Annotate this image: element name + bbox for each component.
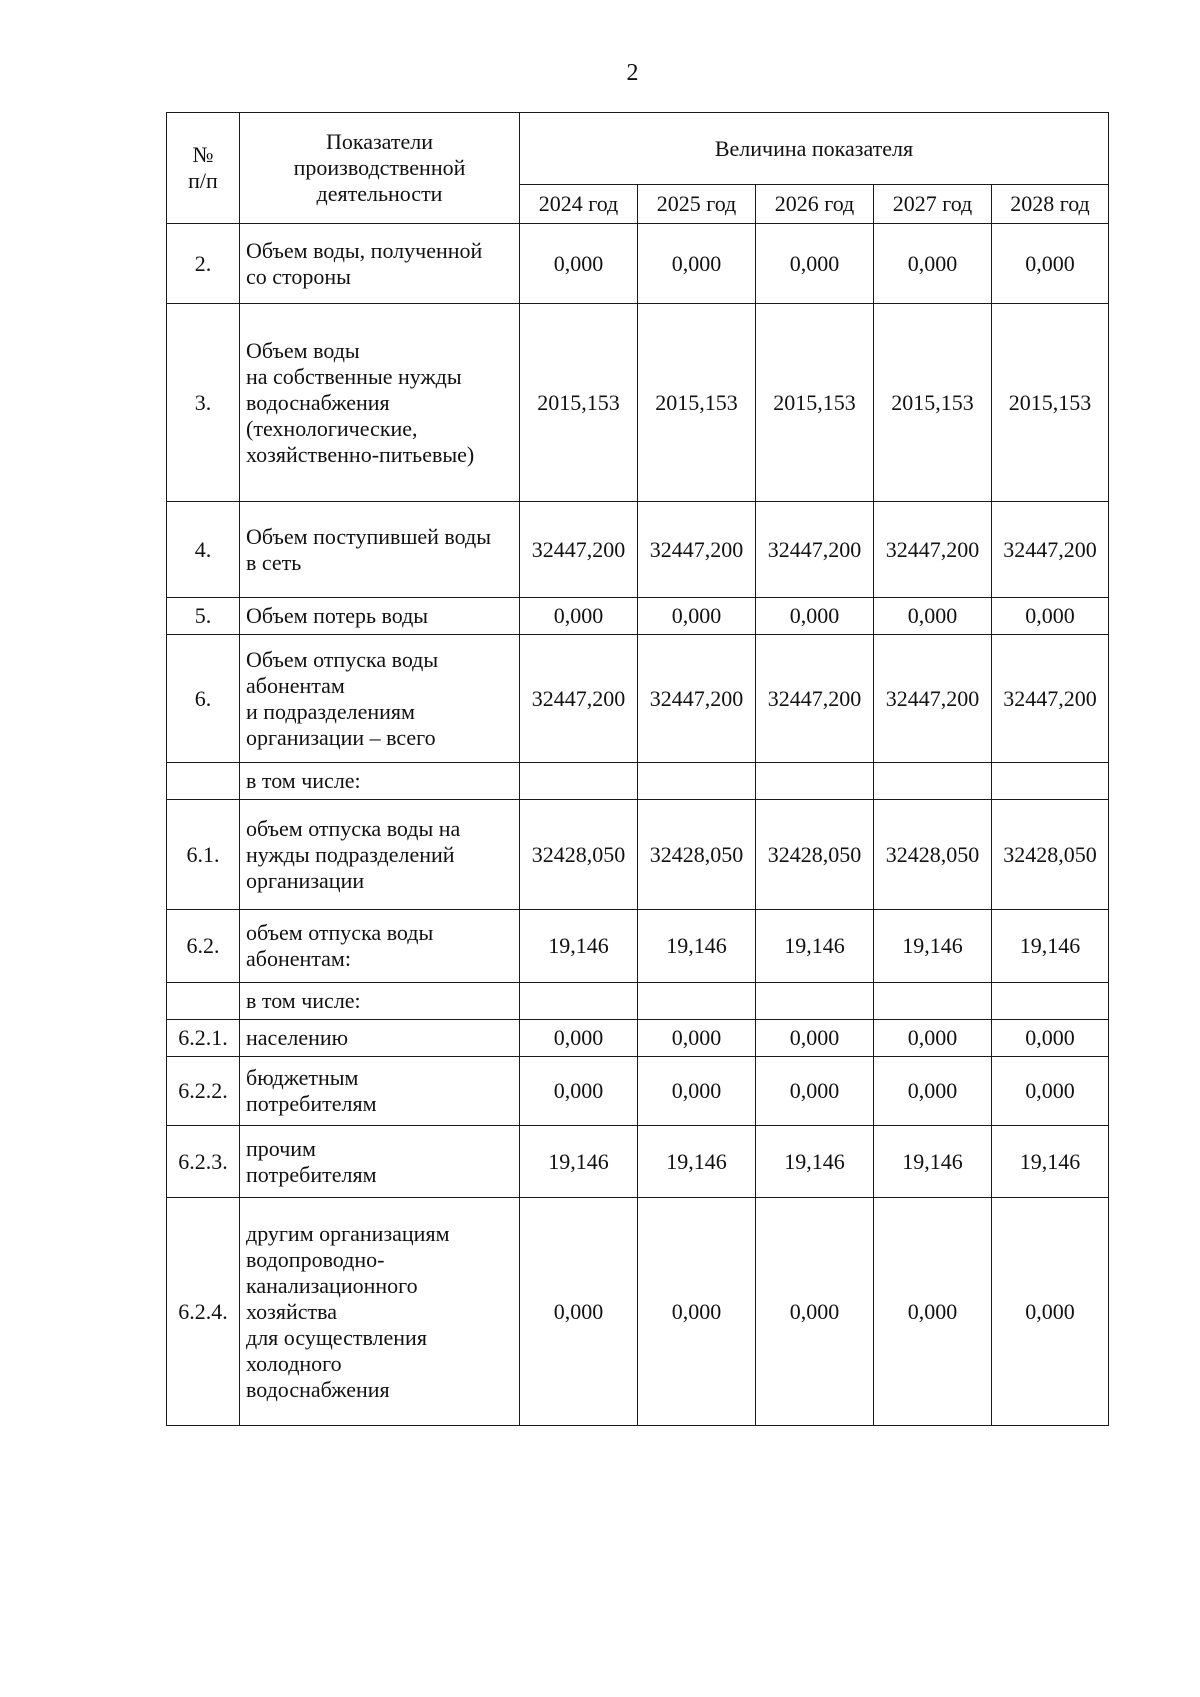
value-cell: 32447,200 bbox=[992, 502, 1109, 598]
table-row bbox=[167, 1198, 1109, 1426]
value-cell: 32447,200 bbox=[756, 635, 874, 763]
row-label: населению bbox=[240, 1020, 520, 1057]
production-indicators-table bbox=[166, 112, 1109, 1426]
row-label: Объем воды, полученной со стороны bbox=[240, 224, 520, 304]
value-cell: 0,000 bbox=[638, 1198, 756, 1426]
header-year: 2024 год bbox=[520, 185, 638, 224]
value-cell: 32428,050 bbox=[992, 800, 1109, 910]
row-number: 6.2.2. bbox=[167, 1057, 240, 1126]
header-value-group: Величина показателя bbox=[520, 113, 1109, 185]
value-cell: 32447,200 bbox=[756, 502, 874, 598]
value-cell bbox=[756, 983, 874, 1020]
row-label: в том числе: bbox=[240, 983, 520, 1020]
table-row bbox=[167, 1020, 1109, 1057]
value-cell bbox=[874, 763, 992, 800]
row-number: 2. bbox=[167, 224, 240, 304]
value-cell: 0,000 bbox=[874, 598, 992, 635]
header-year: 2026 год bbox=[756, 185, 874, 224]
value-cell: 0,000 bbox=[992, 1020, 1109, 1057]
value-cell: 0,000 bbox=[520, 1198, 638, 1426]
value-cell: 0,000 bbox=[874, 224, 992, 304]
table-row bbox=[167, 1057, 1109, 1126]
value-cell bbox=[638, 763, 756, 800]
value-cell: 19,146 bbox=[992, 910, 1109, 983]
row-number: 4. bbox=[167, 502, 240, 598]
row-number: 6.2. bbox=[167, 910, 240, 983]
value-cell: 0,000 bbox=[638, 1057, 756, 1126]
value-cell: 32428,050 bbox=[520, 800, 638, 910]
value-cell bbox=[992, 983, 1109, 1020]
value-cell: 32447,200 bbox=[992, 635, 1109, 763]
value-cell: 0,000 bbox=[992, 1057, 1109, 1126]
value-cell bbox=[520, 983, 638, 1020]
value-cell: 0,000 bbox=[992, 598, 1109, 635]
value-cell: 2015,153 bbox=[638, 304, 756, 502]
value-cell: 0,000 bbox=[756, 598, 874, 635]
value-cell: 0,000 bbox=[874, 1020, 992, 1057]
value-cell: 2015,153 bbox=[992, 304, 1109, 502]
row-label: другим организациям водопроводно- канализационного хозяйства для осуществления холодного водоснабжения bbox=[240, 1198, 520, 1426]
value-cell: 0,000 bbox=[638, 1020, 756, 1057]
value-cell bbox=[874, 983, 992, 1020]
header-year: 2025 год bbox=[638, 185, 756, 224]
value-cell: 0,000 bbox=[756, 1198, 874, 1426]
value-cell: 32447,200 bbox=[638, 502, 756, 598]
header-year: 2028 год bbox=[992, 185, 1109, 224]
value-cell: 19,146 bbox=[756, 910, 874, 983]
value-cell: 0,000 bbox=[992, 1198, 1109, 1426]
value-cell: 0,000 bbox=[520, 598, 638, 635]
value-cell: 0,000 bbox=[520, 1020, 638, 1057]
row-number bbox=[167, 983, 240, 1020]
table-row bbox=[167, 800, 1109, 910]
table-row bbox=[167, 763, 1109, 800]
row-label: Объем потерь воды bbox=[240, 598, 520, 635]
value-cell bbox=[520, 763, 638, 800]
row-label: Объем поступившей воды в сеть bbox=[240, 502, 520, 598]
row-number: 6.1. bbox=[167, 800, 240, 910]
value-cell: 2015,153 bbox=[874, 304, 992, 502]
table-row bbox=[167, 502, 1109, 598]
value-cell: 19,146 bbox=[638, 910, 756, 983]
value-cell: 0,000 bbox=[874, 1198, 992, 1426]
row-number: 6. bbox=[167, 635, 240, 763]
row-label: бюджетным потребителям bbox=[240, 1057, 520, 1126]
value-cell: 32447,200 bbox=[520, 635, 638, 763]
value-cell: 19,146 bbox=[520, 910, 638, 983]
value-cell: 19,146 bbox=[638, 1126, 756, 1198]
value-cell: 32428,050 bbox=[874, 800, 992, 910]
table-row bbox=[167, 304, 1109, 502]
value-cell: 32447,200 bbox=[638, 635, 756, 763]
value-cell: 0,000 bbox=[638, 224, 756, 304]
row-label: в том числе: bbox=[240, 763, 520, 800]
row-label: объем отпуска воды на нужды подразделений организации bbox=[240, 800, 520, 910]
table-row bbox=[167, 598, 1109, 635]
row-label: Объем отпуска воды абонентам и подразделениям организации – всего bbox=[240, 635, 520, 763]
value-cell: 32428,050 bbox=[756, 800, 874, 910]
row-number: 6.2.1. bbox=[167, 1020, 240, 1057]
header-year: 2027 год bbox=[874, 185, 992, 224]
table-row bbox=[167, 635, 1109, 763]
table-row bbox=[167, 983, 1109, 1020]
value-cell: 0,000 bbox=[638, 598, 756, 635]
value-cell: 32428,050 bbox=[638, 800, 756, 910]
value-cell: 32447,200 bbox=[874, 635, 992, 763]
value-cell: 19,146 bbox=[520, 1126, 638, 1198]
row-number: 5. bbox=[167, 598, 240, 635]
value-cell: 19,146 bbox=[874, 1126, 992, 1198]
value-cell: 0,000 bbox=[992, 224, 1109, 304]
value-cell: 0,000 bbox=[756, 1020, 874, 1057]
value-cell: 0,000 bbox=[520, 1057, 638, 1126]
value-cell: 32447,200 bbox=[874, 502, 992, 598]
value-cell: 0,000 bbox=[874, 1057, 992, 1126]
value-cell: 0,000 bbox=[756, 1057, 874, 1126]
row-label: прочим потребителям bbox=[240, 1126, 520, 1198]
header-indicator: Показатели производственной деятельности bbox=[240, 113, 520, 224]
table-row bbox=[167, 1126, 1109, 1198]
row-number: 6.2.4. bbox=[167, 1198, 240, 1426]
value-cell bbox=[992, 763, 1109, 800]
table-row bbox=[167, 910, 1109, 983]
value-cell bbox=[638, 983, 756, 1020]
row-number: 3. bbox=[167, 304, 240, 502]
row-number bbox=[167, 763, 240, 800]
value-cell: 32447,200 bbox=[520, 502, 638, 598]
page-number: 2 bbox=[626, 60, 639, 86]
row-label: Объем воды на собственные нужды водоснабжения (технологические, хозяйственно-питьевые) bbox=[240, 304, 520, 502]
value-cell: 0,000 bbox=[520, 224, 638, 304]
value-cell: 0,000 bbox=[756, 224, 874, 304]
header-number: № п/п bbox=[167, 113, 240, 224]
table-row bbox=[167, 224, 1109, 304]
value-cell: 19,146 bbox=[992, 1126, 1109, 1198]
value-cell: 19,146 bbox=[756, 1126, 874, 1198]
row-number: 6.2.3. bbox=[167, 1126, 240, 1198]
row-label: объем отпуска воды абонентам: bbox=[240, 910, 520, 983]
value-cell: 19,146 bbox=[874, 910, 992, 983]
value-cell: 2015,153 bbox=[520, 304, 638, 502]
value-cell: 2015,153 bbox=[756, 304, 874, 502]
value-cell bbox=[756, 763, 874, 800]
